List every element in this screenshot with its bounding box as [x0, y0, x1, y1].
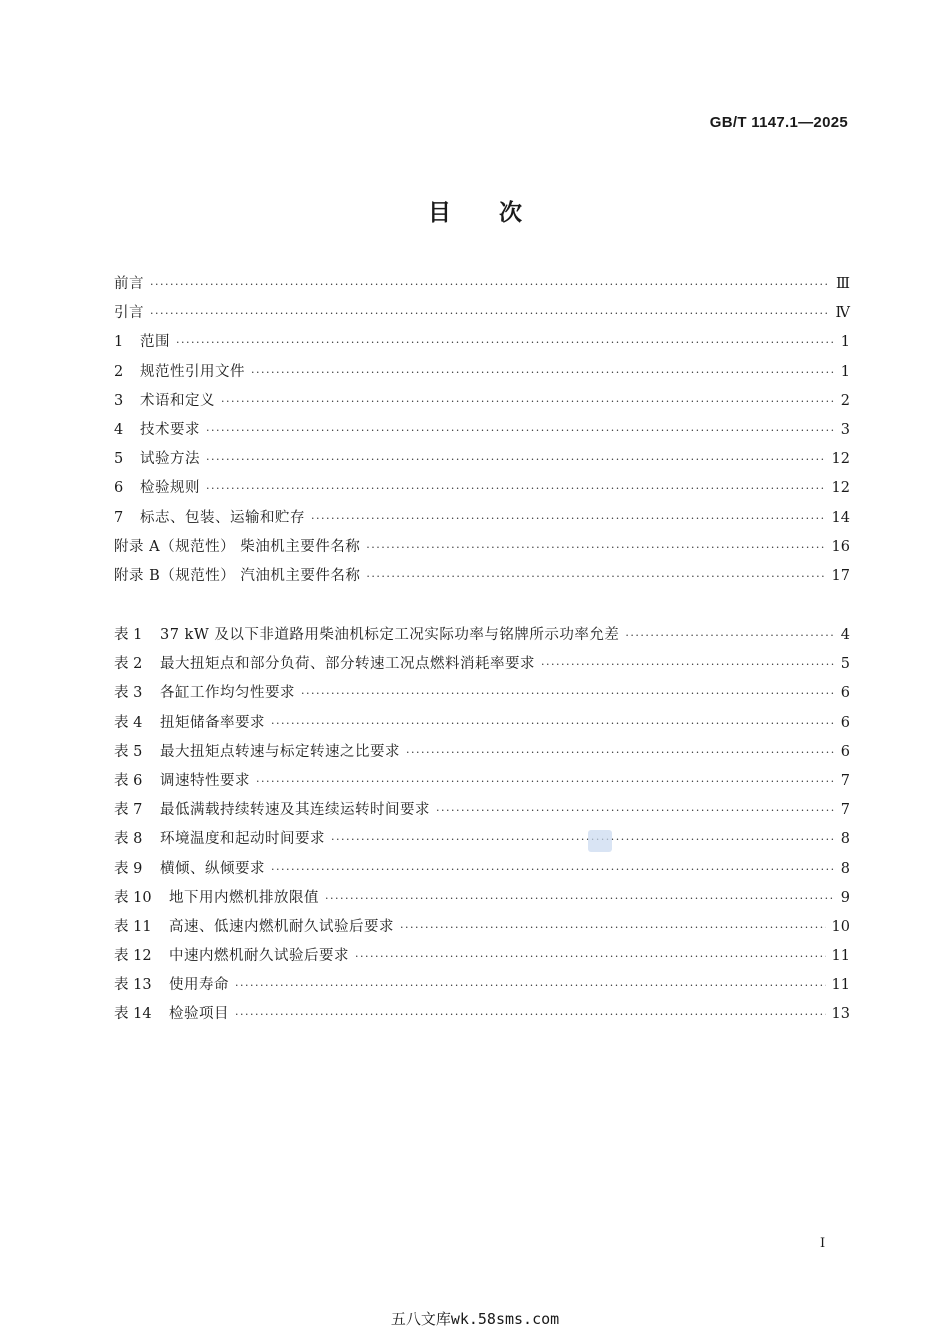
toc-entry-page: 9: [840, 889, 850, 906]
toc-entry-page: 4: [840, 627, 850, 643]
toc-entry-number: 表 10: [114, 889, 152, 906]
toc-entry-page: 5: [840, 656, 850, 673]
toc-entry-number: 3: [114, 392, 124, 409]
toc-entry[interactable]: [114, 302, 850, 331]
dot-leader: [150, 303, 830, 325]
toc-entry-title: 前言: [114, 276, 144, 292]
toc-entry-number: 6: [114, 480, 124, 497]
section-list: [114, 273, 850, 594]
toc-entry-title: 范围: [140, 334, 170, 351]
dot-leader: [150, 274, 830, 296]
dot-leader: [331, 829, 834, 851]
toc-entry-title: 37 kW 及以下非道路用柴油机标定工况实际功率与铭牌所示功率允差: [160, 627, 620, 643]
dot-leader: [221, 391, 834, 413]
toc-entry-number: 表 4: [114, 714, 143, 731]
toc-entry[interactable]: [114, 390, 850, 419]
toc-entry[interactable]: [114, 741, 850, 770]
toc-entry[interactable]: [114, 273, 850, 302]
watermark-mark: [588, 830, 612, 852]
toc-entry-title: 横倾、纵倾要求: [160, 860, 265, 877]
toc-entry-number: 2: [114, 363, 124, 380]
toc-entry[interactable]: [114, 361, 850, 390]
dot-leader: [436, 800, 834, 822]
toc-entry-page: 1: [840, 363, 850, 380]
standard-number: GB/T 1147.1—2025: [709, 114, 848, 131]
toc-entry-page: 17: [831, 567, 850, 584]
dot-leader: [206, 449, 826, 471]
toc-entry-number: 表 12: [114, 948, 152, 965]
toc-entry-page: 8: [840, 831, 850, 848]
toc-entry[interactable]: [114, 887, 850, 916]
toc-entry-page: 10: [831, 918, 850, 935]
toc-entry-page: 7: [840, 802, 850, 819]
toc-entry-number: 表 8: [114, 831, 143, 848]
toc-entry-number: 5: [114, 451, 124, 468]
toc-entry-title: 使用寿命: [169, 977, 229, 994]
toc-entry[interactable]: [114, 770, 850, 799]
page-number: Ⅰ: [820, 1236, 826, 1251]
toc-entry[interactable]: [114, 565, 850, 594]
dot-leader: [235, 1004, 826, 1026]
toc-entry-number: 表 14: [114, 1006, 152, 1023]
toc-entry-title: 标志、包装、运输和贮存: [140, 509, 305, 526]
toc-entry-title: 调速特性要求: [160, 772, 250, 789]
toc-entry-page: 1: [840, 334, 850, 351]
toc-entry-title: 扭矩储备率要求: [160, 714, 265, 731]
dot-leader: [541, 654, 834, 676]
toc-entry-page: 3: [840, 421, 850, 438]
dot-leader: [355, 946, 826, 968]
toc-entry-title: 地下用内燃机排放限值: [169, 889, 319, 906]
toc-entry[interactable]: [114, 419, 850, 448]
toc-entry-number: 表 7: [114, 802, 143, 819]
toc-entry-title: 各缸工作均匀性要求: [160, 685, 295, 702]
toc-entry-page: 6: [840, 714, 850, 731]
dot-leader: [301, 683, 834, 705]
toc-entry-page: 6: [840, 743, 850, 760]
dot-leader: [251, 362, 834, 384]
toc-entry-title: 试验方法: [140, 451, 200, 468]
toc-entry[interactable]: [114, 653, 850, 682]
toc-entry-title: 引言: [114, 305, 144, 322]
toc-entry[interactable]: [114, 712, 850, 741]
toc-entry-page: 11: [831, 977, 850, 994]
dot-leader: [176, 332, 834, 354]
toc-entry[interactable]: [114, 858, 850, 887]
dot-leader: [271, 859, 834, 881]
dot-leader: [400, 917, 826, 939]
toc-entry-title: 环境温度和起动时间要求: [160, 831, 325, 848]
toc-entry[interactable]: [114, 828, 850, 857]
dot-leader: [271, 713, 834, 735]
toc-entry-title: 检验规则: [140, 480, 200, 497]
toc-entry[interactable]: [114, 1003, 850, 1032]
toc-entry[interactable]: [114, 682, 850, 711]
toc-entry-number: 表 9: [114, 860, 143, 877]
toc-entry-page: 12: [831, 480, 850, 497]
toc-entry-title: 最大扭矩点转速与标定转速之比要求: [160, 743, 400, 760]
toc-entry-title: 中速内燃机耐久试验后要求: [169, 948, 349, 965]
toc-entry-number: 表 6: [114, 772, 143, 789]
dot-leader: [325, 888, 834, 910]
toc-entry-page: Ⅲ: [836, 276, 850, 292]
toc-entry-number: 表 3: [114, 685, 143, 702]
toc-entry-page: 8: [840, 860, 850, 877]
dot-leader: [256, 771, 834, 793]
toc-entry[interactable]: [114, 536, 850, 565]
toc-entry-number: 表 13: [114, 977, 152, 994]
toc-entry-page: 16: [831, 538, 850, 555]
toc-entry-number: 1: [114, 334, 124, 351]
toc-entry[interactable]: [114, 448, 850, 477]
toc-entry-title: 术语和定义: [140, 392, 215, 409]
toc-entry[interactable]: [114, 624, 850, 653]
toc-entry-title: 附录 B（规范性） 汽油机主要件名称: [114, 567, 361, 584]
toc-entry[interactable]: [114, 331, 850, 360]
toc-entry-page: 6: [840, 685, 850, 702]
toc-entry-number: 表 1: [114, 627, 143, 643]
page-title: 目次: [428, 199, 570, 226]
toc-entry-title: 技术要求: [140, 421, 200, 438]
toc-entry-title: 附录 A（规范性） 柴油机主要件名称: [114, 538, 361, 555]
toc-entry[interactable]: [114, 477, 850, 506]
dot-leader: [235, 975, 826, 997]
dot-leader: [311, 508, 826, 530]
toc-entry-title: 高速、低速内燃机耐久试验后要求: [169, 918, 394, 935]
toc-entry-page: 11: [831, 948, 850, 965]
dot-leader: [625, 625, 834, 647]
toc-entry[interactable]: [114, 507, 850, 536]
toc-entry-page: 7: [840, 772, 850, 789]
dot-leader: [366, 566, 825, 588]
table-list: [114, 624, 850, 1033]
toc-entry[interactable]: [114, 974, 850, 1003]
toc-entry-title: 最低满载持续转速及其连续运转时间要求: [160, 802, 430, 819]
toc-entry-title: 规范性引用文件: [140, 363, 245, 380]
dot-leader: [406, 742, 834, 764]
toc-entry-page: 13: [831, 1006, 850, 1023]
toc-entry-page: Ⅳ: [835, 305, 850, 322]
toc-entry[interactable]: [114, 916, 850, 945]
toc-entry-number: 表 5: [114, 743, 143, 760]
toc-entry-number: 7: [114, 509, 124, 526]
toc-entry-page: 14: [831, 509, 850, 526]
toc-entry-title: 检验项目: [169, 1006, 229, 1023]
site-footer: 五八文库wk.58sms.com: [390, 1310, 560, 1328]
toc-entry-page: 2: [840, 392, 850, 409]
dot-leader: [366, 537, 825, 559]
toc-entry-page: 12: [831, 451, 850, 468]
toc-entry-number: 表 11: [114, 918, 152, 935]
dot-leader: [206, 420, 834, 442]
toc-entry[interactable]: [114, 945, 850, 974]
toc-entry-number: 表 2: [114, 656, 143, 673]
toc-entry-title: 最大扭矩点和部分负荷、部分转速工况点燃料消耗率要求: [160, 656, 535, 673]
toc-entry[interactable]: [114, 799, 850, 828]
toc-entry-number: 4: [114, 421, 124, 438]
dot-leader: [206, 478, 826, 500]
